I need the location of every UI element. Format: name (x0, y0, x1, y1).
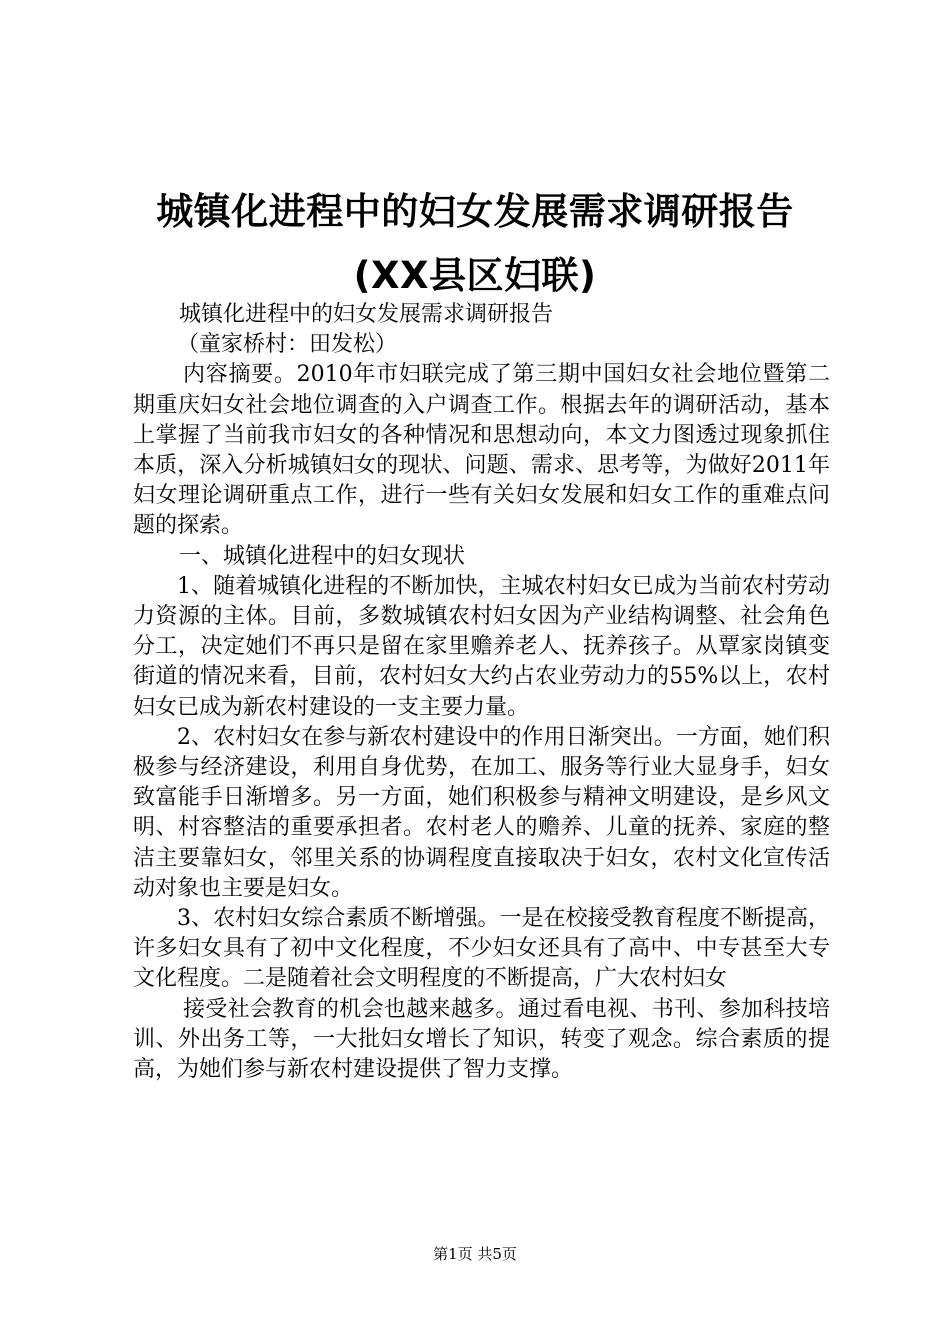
page-number-footer: 第1页 共5页 (433, 1245, 517, 1263)
body-paragraph-2: 2、农村妇女在参与新农村建设中的作用日渐突出。一方面，她们积极参与经济建设，利用自身优势，在加工、服务等行业大显身手，妇女致富能手日渐增多。另一方面，她们积极参与精神文明建设，是乡风文明、村容整洁的重要承担者。农村老人的赡养、儿童的抚养、家庭的整洁主要靠妇女，邻里关系的协调程度直接取决于妇女，农村文化宣传活动对象也主要是妇女。 (133, 724, 830, 901)
body-paragraph-1: 1、随着城镇化进程的不断加快，主城农村妇女已成为当前农村劳动力资源的主体。目前，多数城镇农村妇女因为产业结构调整、社会角色分工，决定她们不再只是留在家里赡养老人、抚养孩子。从覃家岗镇变街道的情况来看，目前，农村妇女大约占农业劳动力的55%以上，农村妇女已成为新农村建设的一支主要力量。 (133, 573, 830, 720)
document-body (133, 300, 830, 1085)
subtitle-paragraph: 城镇化进程中的妇女发展需求调研报告 (179, 302, 554, 327)
body-paragraph-4: 接受社会教育的机会也越来越多。通过看电视、书刊、参加科技培训、外出务工等，一大批妇女增长了知识，转变了观念。综合素质的提高，为她们参与新农村建设提供了智力支撑。 (133, 996, 830, 1083)
author-line: （童家桥村：田发松） (177, 332, 398, 358)
body-paragraph-3: 3、农村妇女综合素质不断增强。一是在校接受教育程度不断提高，许多妇女具有了初中文化程度，不少妇女还具有了高中、中专甚至大专文化程度。二是随着社会文明程度的不断提高，广大农村妇女 (133, 906, 830, 992)
section-heading: 一、城镇化进程中的妇女现状 (179, 543, 466, 569)
document-title: 城镇化进程中的妇女发展需求调研报告(XX县区妇联) (156, 190, 794, 297)
abstract-paragraph: 内容摘要。2010年市妇联完成了第三期中国妇女社会地位暨第二期重庆妇女社会地位调查的入户调查工作。根据去年的调研活动，基本上掌握了当前我市妇女的各种情况和思想动向，本文力图透过现象抓住本质，深入分析城镇妇女的现状、问题、需求、思考等，为做好2011年妇女理论调研重点工作，进行一些有关妇女发展和妇女工作的重难点问题的探索。 (133, 362, 830, 539)
